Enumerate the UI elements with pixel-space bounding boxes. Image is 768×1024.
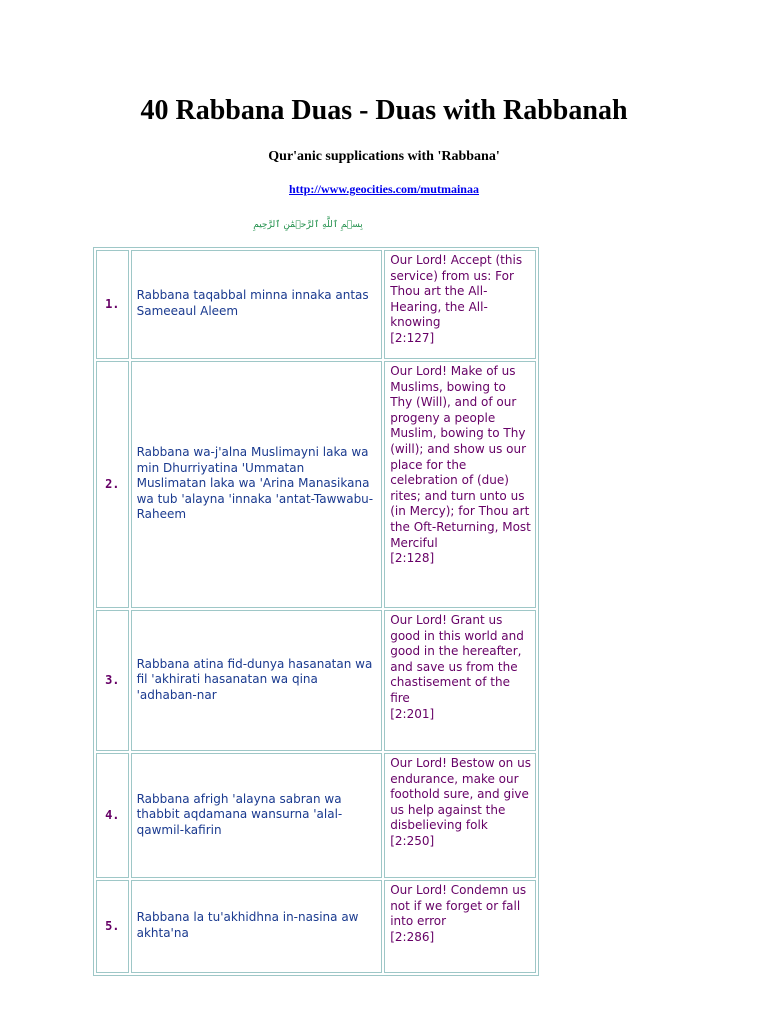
dua-meaning-cell — [384, 610, 536, 751]
table-row — [96, 610, 536, 751]
dua-meaning: Our Lord! Make of us Muslims, bowing to Thy (Will), and of our progeny a people Muslim, bowing to Thy (will); and show us our place for the celebration of (due) rites; and turn unto us (in Mercy); for Thou art the Oft-Returning, Most Merciful — [390, 364, 531, 550]
table-row — [96, 880, 536, 973]
dua-meaning: Our Lord! Grant us good in this world and good in the hereafter, and save us from the chastisement of the fire — [390, 613, 524, 705]
dua-meaning-cell — [384, 880, 536, 973]
table-row — [96, 753, 536, 878]
dua-meaning: Our Lord! Condemn us not if we forget or fall into error — [390, 883, 527, 929]
table-row — [96, 250, 536, 359]
dua-number: 4. — [96, 753, 129, 878]
dua-reference: [2:250] — [390, 833, 435, 848]
source-link[interactable]: http://www.geocities.com/mutmainaa — [289, 182, 479, 196]
dua-number: 5. — [96, 880, 129, 973]
dua-reference: [2:128] — [390, 551, 435, 566]
dua-number: 2. — [96, 361, 129, 608]
dua-transliteration: Rabbana la tu'akhidhna in-nasina aw akhta'na — [131, 880, 383, 973]
dua-transliteration: Rabbana atina fid-dunya hasanatan wa fil 'akhirati hasanatan wa qina 'adhaban-nar — [131, 610, 383, 751]
bismillah-text: بِسۡمِ ٱللَّهِ ٱلرَّحۡمَٰنِ ٱلرَّحِيمِ — [253, 220, 363, 230]
dua-number: 3. — [96, 610, 129, 751]
dua-transliteration: Rabbana wa-j'alna Muslimayni laka wa min Dhurriyatina 'Ummatan Muslimatan laka wa 'Arina Manasikana wa tub 'alayna 'innaka 'antat-Tawwabu-Raheem — [131, 361, 383, 608]
source-link-container — [0, 181, 768, 197]
page-subtitle: Qur'anic supplications with 'Rabbana' — [268, 149, 500, 164]
dua-number: 1. — [96, 250, 129, 359]
dua-meaning: Our Lord! Accept (this service) from us: For Thou art the All-Hearing, the All-knowing — [390, 253, 523, 330]
dua-reference: [2:127] — [390, 330, 435, 345]
dua-meaning-cell — [384, 250, 536, 359]
dua-table — [93, 247, 539, 976]
dua-meaning-cell — [384, 361, 536, 608]
dua-reference: [2:286] — [390, 929, 435, 944]
page-title: 40 Rabbana Duas - Duas with Rabbanah — [140, 95, 628, 126]
dua-transliteration: Rabbana afrigh 'alayna sabran wa thabbit aqdamana wansurna 'alal-qawmil-kafirin — [131, 753, 383, 878]
dua-meaning-cell — [384, 753, 536, 878]
dua-reference: [2:201] — [390, 706, 435, 721]
dua-transliteration: Rabbana taqabbal minna innaka antas Sameeaul Aleem — [131, 250, 383, 359]
dua-meaning: Our Lord! Bestow on us endurance, make our foothold sure, and give us help against the disbelieving folk — [390, 756, 531, 833]
table-row — [96, 361, 536, 608]
